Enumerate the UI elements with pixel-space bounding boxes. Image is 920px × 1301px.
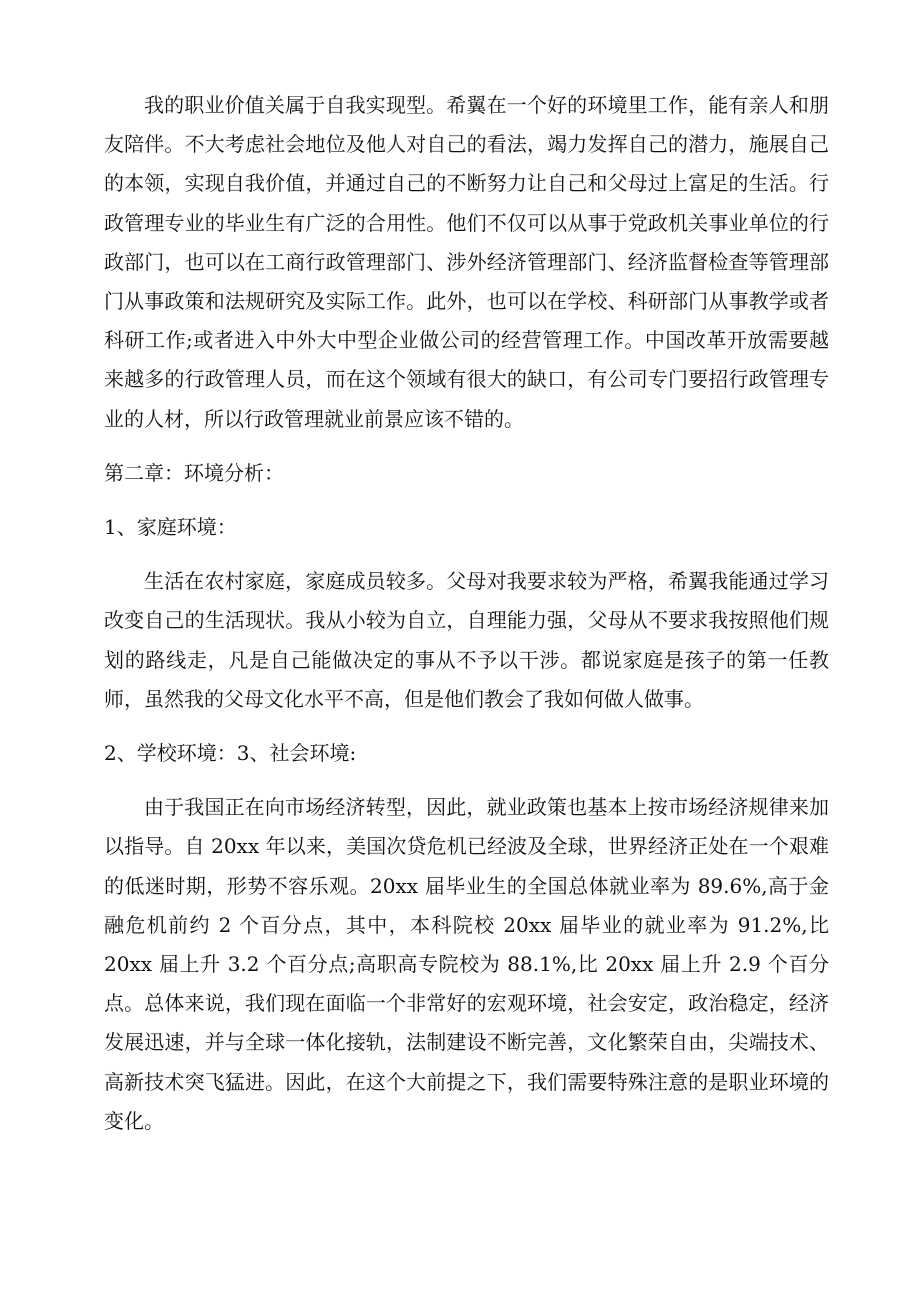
- section-heading-school-society: 2、学校环境：3、社会环境:: [104, 741, 357, 766]
- chapter-heading: 第二章：环境分析：: [104, 460, 284, 485]
- paragraph-family-environment: 生活在农村家庭，家庭成员较多。父母对我要求较为严格，希翼我能通过学习改变自己的生活现状。我从小较为自立，自理能力强，父母从不要求我按照他们规划的路线走，凡是自己能做决定的事从不予以干涉。都说家庭是孩子的第一任教师，虽然我的父母文化水平不高，但是他们教会了我如何做人做事。: [104, 569, 829, 711]
- paragraph-career-values: 我的职业价值关属于自我实现型。希翼在一个好的环境里工作，能有亲人和朋友陪伴。不大考虑社会地位及他人对自己的看法，竭力发挥自己的潜力，施展自己的本领，实现自我价值，并通过自己的不断努力让自己和父母过上富足的生活。行政管理专业的毕业生有广泛的合用性。他们不仅可以从事于党政机关事业单位的行政部门，也可以在工商行政管理部门、涉外经济管理部门、经济监督检查等管理部门从事政策和法规研究及实际工作。此外，也可以在学校、科研部门从事教学或者科研工作;或者进入中外大中型企业做公司的经营管理工作。中国改革开放需要越来越多的行政管理人员，而在这个领域有很大的缺口，有公司专门要招行政管理专业的人材，所以行政管理就业前景应该不错的。: [104, 93, 829, 431]
- section-heading-family: 1、家庭环境：: [104, 515, 237, 540]
- paragraph-social-environment: 由于我国正在向市场经济转型，因此，就业政策也基本上按市场经济规律来加以指导。自 20xx 年以来，美国次贷危机已经波及全球，世界经济正处在一个艰难的低迷时期，形势不容乐观。20xx 届毕业生的全国总体就业率为 89.6%,高于金融危机前约 2 个百分点，其中，本科院校 20xx 届毕业的就业率为 91.2%,比 20xx 届上升 3.2 个百分点;高职高专院校为 88.1%,比 20xx 届上升 2.9 个百分点。总体来说，我们现在面临一个非常好的宏观环境，社会安定，政治稳定，经济发展迅速，并与全球一体化接轨，法制建设不断完善，文化繁荣自由，尖端技术、高新技术突飞猛进。因此，在这个大前提之下，我们需要特殊注意的是职业环境的变化。: [104, 795, 829, 1133]
- document-body: [104, 86, 829, 1141]
